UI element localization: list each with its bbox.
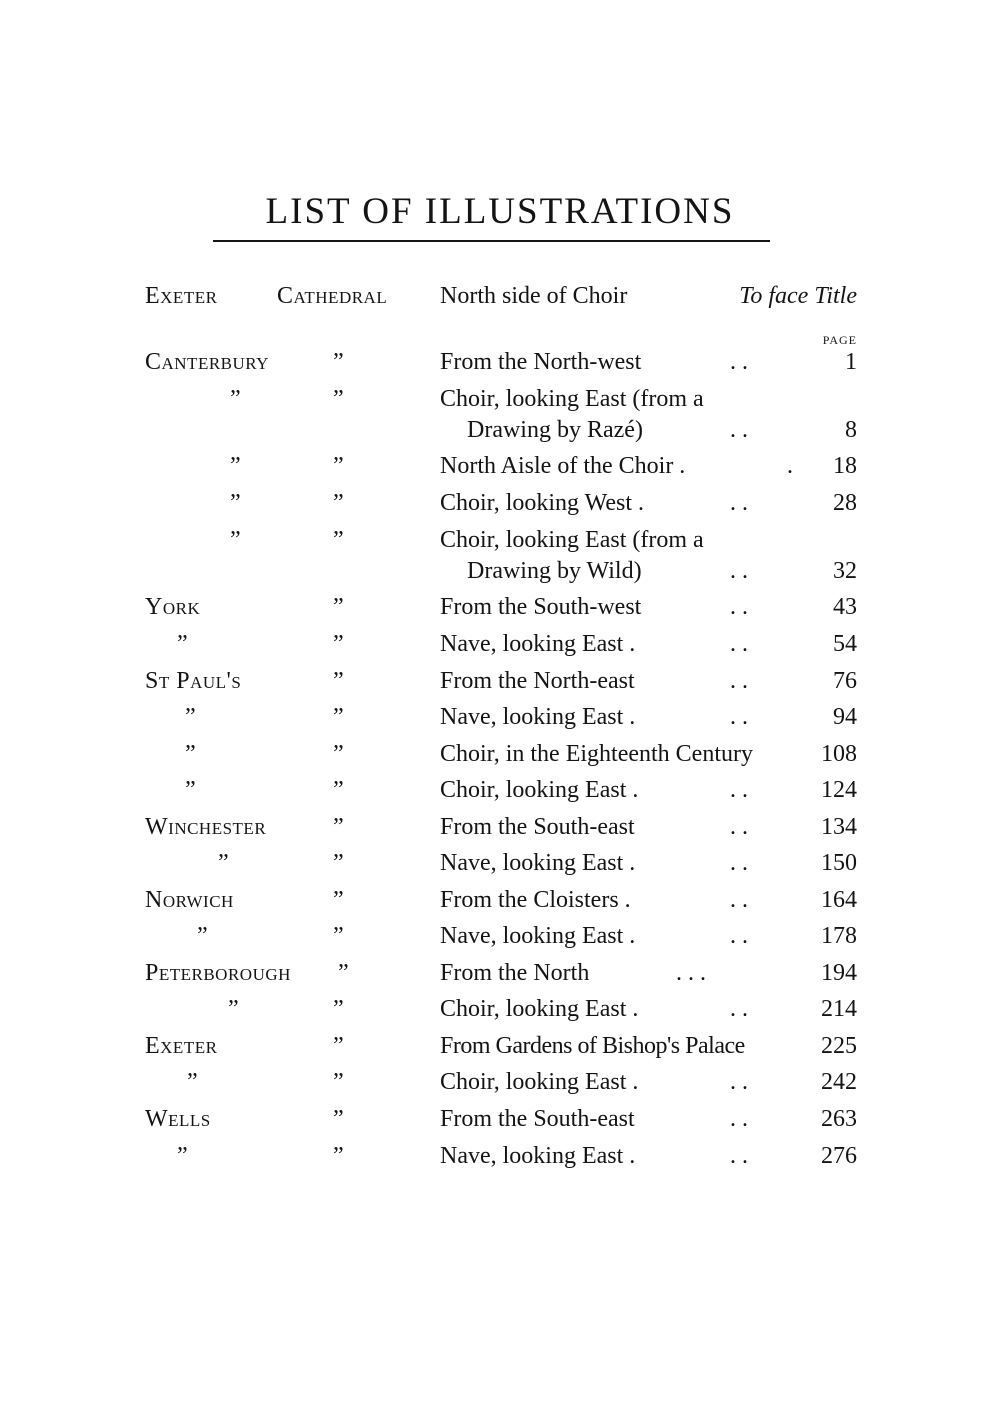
ditto-mark: ” xyxy=(185,777,196,803)
frontispiece-to-face: To face Title xyxy=(739,283,857,309)
ditto-mark: ” xyxy=(333,631,344,657)
frontispiece-row xyxy=(0,283,1000,323)
list-item xyxy=(0,777,1000,817)
leader-dots: . . xyxy=(730,1069,748,1095)
entry-place: St Paul's xyxy=(145,668,242,694)
leader-dots: . . . xyxy=(676,960,706,986)
ditto-mark: ” xyxy=(218,850,229,876)
list-item-continuation xyxy=(0,417,1000,457)
entry-caption: Choir, looking East . xyxy=(440,996,639,1022)
page-column-header: PAGE xyxy=(822,333,857,347)
list-item xyxy=(0,996,1000,1036)
entry-caption: Nave, looking East . xyxy=(440,704,636,730)
ditto-mark: ” xyxy=(230,453,241,479)
ditto-mark: ” xyxy=(185,741,196,767)
ditto-mark: ” xyxy=(333,777,344,803)
list-item xyxy=(0,923,1000,963)
ditto-mark: ” xyxy=(333,386,344,412)
list-item xyxy=(0,960,1000,1000)
ditto-mark: ” xyxy=(228,996,239,1022)
entry-caption: Choir, looking East . xyxy=(440,1069,639,1095)
ditto-mark: ” xyxy=(333,741,344,767)
leader-dots: . . xyxy=(730,777,748,803)
entry-page: 76 xyxy=(833,668,857,694)
entry-page: 150 xyxy=(821,850,857,876)
entry-place: Norwich xyxy=(145,887,234,913)
leader-dots: . . xyxy=(730,923,748,949)
list-item xyxy=(0,490,1000,530)
entry-caption-continued: Drawing by Razé) xyxy=(467,417,643,443)
leader-dots: . . xyxy=(730,558,748,584)
entry-caption: Choir, looking West . xyxy=(440,490,644,516)
entry-place: Canterbury xyxy=(145,349,269,375)
entry-caption: From the South-east xyxy=(440,1106,635,1132)
entry-page: 225 xyxy=(821,1033,857,1059)
entry-caption: From the North-east xyxy=(440,668,635,694)
page-title: LIST OF ILLUSTRATIONS xyxy=(265,191,735,232)
entry-page: 276 xyxy=(821,1143,857,1169)
ditto-mark: ” xyxy=(177,631,188,657)
list-item xyxy=(0,1143,1000,1183)
entry-caption-continued: Drawing by Wild) xyxy=(467,558,642,584)
entry-caption: Nave, looking East . xyxy=(440,1143,636,1169)
entry-caption: Nave, looking East . xyxy=(440,631,636,657)
list-item xyxy=(0,850,1000,890)
list-item xyxy=(0,814,1000,854)
entry-page: 124 xyxy=(821,777,857,803)
entry-place: Winchester xyxy=(145,814,267,840)
list-item xyxy=(0,741,1000,781)
entry-caption: From Gardens of Bishop's Palace xyxy=(440,1033,745,1059)
entry-caption: From the South-west xyxy=(440,594,642,620)
entry-caption: From the North-west xyxy=(440,349,642,375)
list-item xyxy=(0,1106,1000,1146)
entry-caption: From the South-east xyxy=(440,814,635,840)
ditto-mark: ” xyxy=(333,1143,344,1169)
list-item xyxy=(0,704,1000,744)
leader-dots: . . xyxy=(730,668,748,694)
leader-dots: . . xyxy=(730,850,748,876)
ditto-mark: ” xyxy=(177,1143,188,1169)
leader-dots: . . xyxy=(730,814,748,840)
entry-page: 214 xyxy=(821,996,857,1022)
ditto-mark: ” xyxy=(333,996,344,1022)
leader-dots: . . xyxy=(730,887,748,913)
entry-page: 18 xyxy=(833,453,857,479)
entry-caption: Nave, looking East . xyxy=(440,923,636,949)
entry-caption: Choir, in the Eighteenth Century xyxy=(440,741,753,767)
entry-page: 28 xyxy=(833,490,857,516)
ditto-mark: ” xyxy=(230,490,241,516)
entry-place: Wells xyxy=(145,1106,211,1132)
entry-page: 1 xyxy=(845,349,857,375)
ditto-mark: ” xyxy=(333,453,344,479)
ditto-mark: ” xyxy=(333,814,344,840)
ditto-mark: ” xyxy=(333,594,344,620)
ditto-mark: ” xyxy=(338,960,349,986)
leader-dots: . . xyxy=(730,996,748,1022)
leader-dots: . . xyxy=(730,349,748,375)
entry-caption: Choir, looking East (from a xyxy=(440,527,704,553)
ditto-mark: ” xyxy=(333,527,344,553)
list-item xyxy=(0,1069,1000,1109)
entry-page: 108 xyxy=(821,741,857,767)
title-underline xyxy=(213,240,770,242)
ditto-mark: ” xyxy=(197,923,208,949)
list-item xyxy=(0,453,1000,493)
list-item xyxy=(0,631,1000,671)
entry-page: 32 xyxy=(833,558,857,584)
entry-page: 242 xyxy=(821,1069,857,1095)
list-item xyxy=(0,594,1000,634)
ditto-mark: ” xyxy=(333,923,344,949)
entry-caption: From the North xyxy=(440,960,590,986)
entry-page: 43 xyxy=(833,594,857,620)
leader-dots: . . xyxy=(730,490,748,516)
entry-caption: North Aisle of the Choir . xyxy=(440,453,686,479)
entry-page: 134 xyxy=(821,814,857,840)
leader-dots: . . xyxy=(730,631,748,657)
entry-page: 178 xyxy=(821,923,857,949)
ditto-mark: ” xyxy=(333,349,344,375)
list-item xyxy=(0,1033,1000,1073)
frontispiece-caption: North side of Choir xyxy=(440,283,628,309)
entry-page: 8 xyxy=(845,417,857,443)
frontispiece-building: Cathedral xyxy=(277,283,388,309)
entry-place: Exeter xyxy=(145,1033,218,1059)
list-item xyxy=(0,887,1000,927)
list-item-continuation xyxy=(0,558,1000,598)
ditto-mark: ” xyxy=(333,668,344,694)
leader-dots: . . xyxy=(730,594,748,620)
list-item xyxy=(0,668,1000,708)
leader-dots: . . xyxy=(730,704,748,730)
ditto-mark: ” xyxy=(333,490,344,516)
entry-place: York xyxy=(145,594,201,620)
ditto-mark: ” xyxy=(185,704,196,730)
entry-place: Peterborough xyxy=(145,960,291,986)
ditto-mark: ” xyxy=(333,850,344,876)
ditto-mark: ” xyxy=(333,1106,344,1132)
entry-page: 263 xyxy=(821,1106,857,1132)
ditto-mark: ” xyxy=(333,1033,344,1059)
ditto-mark: ” xyxy=(187,1069,198,1095)
ditto-mark: ” xyxy=(333,887,344,913)
ditto-mark: ” xyxy=(333,1069,344,1095)
ditto-mark: ” xyxy=(230,386,241,412)
entry-page: 164 xyxy=(821,887,857,913)
frontispiece-place: Exeter xyxy=(145,283,218,309)
entry-caption: Choir, looking East (from a xyxy=(440,386,704,412)
leader-dots: . xyxy=(787,453,793,479)
leader-dots: . . xyxy=(730,1143,748,1169)
entry-caption: Nave, looking East . xyxy=(440,850,636,876)
leader-dots: . . xyxy=(730,417,748,443)
list-item xyxy=(0,349,1000,389)
entry-caption: Choir, looking East . xyxy=(440,777,639,803)
entry-page: 94 xyxy=(833,704,857,730)
ditto-mark: ” xyxy=(230,527,241,553)
ditto-mark: ” xyxy=(333,704,344,730)
leader-dots: . . xyxy=(730,1106,748,1132)
entry-page: 194 xyxy=(821,960,857,986)
entry-caption: From the Cloisters . xyxy=(440,887,631,913)
entry-page: 54 xyxy=(833,631,857,657)
